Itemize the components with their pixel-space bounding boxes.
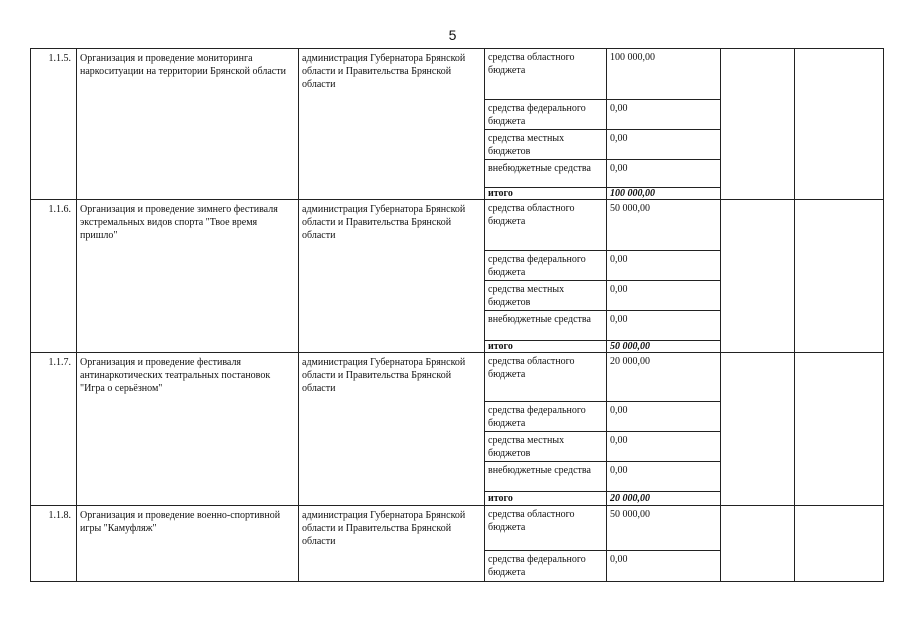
empty-cell — [720, 506, 794, 581]
amount-value: 100 000,00 — [610, 52, 655, 63]
source-label: средства областного бюджета — [488, 356, 575, 380]
table-row — [30, 49, 884, 199]
total-label: итого — [485, 491, 606, 505]
amount-value: 0,00 — [607, 99, 720, 129]
amount-value: 0,00 — [607, 431, 720, 461]
source-label: внебюджетные средства — [485, 461, 606, 491]
amount-value: 0,00 — [607, 550, 720, 581]
funding-source-column — [484, 200, 606, 352]
amount-value: 50 000,00 — [610, 203, 650, 214]
amount-value: 0,00 — [607, 461, 720, 491]
total-amount: 50 000,00 — [607, 340, 720, 352]
amount-value: 0,00 — [607, 159, 720, 187]
table-row — [30, 200, 884, 352]
activity-name: Организация и проведение зимнего фестиваля экстремальных видов спорта "Твое время пришло" — [76, 200, 298, 352]
source-label: средства федерального бюджета — [485, 401, 606, 431]
source-label: внебюджетные средства — [485, 310, 606, 340]
empty-cell — [720, 49, 794, 199]
row-number: 1.1.5. — [30, 49, 76, 199]
source-label: средства федерального бюджета — [485, 250, 606, 280]
source-label: внебюджетные средства — [485, 159, 606, 187]
amount-value: 0,00 — [607, 250, 720, 280]
source-label: средства федерального бюджета — [485, 550, 606, 581]
source-label: средства местных бюджетов — [485, 431, 606, 461]
executor: администрация Губернатора Брянской области и Правительства Брянской области — [298, 506, 484, 581]
executor: администрация Губернатора Брянской области и Правительства Брянской области — [298, 353, 484, 505]
amount-value: 0,00 — [607, 401, 720, 431]
empty-cell — [720, 353, 794, 505]
funding-source-column — [484, 353, 606, 505]
total-label: итого — [485, 187, 606, 199]
amount-column — [606, 506, 720, 581]
empty-cell — [794, 200, 884, 352]
source-label: средства федерального бюджета — [485, 99, 606, 129]
source-label: средства областного бюджета — [488, 52, 575, 76]
page-number: 5 — [448, 27, 457, 43]
total-amount: 100 000,00 — [607, 187, 720, 199]
row-number: 1.1.8. — [30, 506, 76, 581]
row-number: 1.1.6. — [30, 200, 76, 352]
empty-cell — [720, 200, 794, 352]
source-label: средства областного бюджета — [488, 509, 575, 533]
total-amount: 20 000,00 — [607, 491, 720, 505]
budget-table — [30, 48, 884, 582]
empty-cell — [794, 506, 884, 581]
amount-value: 0,00 — [607, 310, 720, 340]
amount-value: 20 000,00 — [610, 356, 650, 367]
activity-name: Организация и проведение фестиваля антинаркотических театральных постановок "Игра о серьёзном" — [76, 353, 298, 505]
activity-name: Организация и проведение военно-спортивной игры "Камуфляж" — [76, 506, 298, 581]
source-label: средства областного бюджета — [488, 203, 575, 227]
empty-cell — [794, 49, 884, 199]
amount-column — [606, 49, 720, 199]
amount-column — [606, 353, 720, 505]
executor: администрация Губернатора Брянской области и Правительства Брянской области — [298, 200, 484, 352]
amount-value: 0,00 — [607, 129, 720, 159]
amount-column — [606, 200, 720, 352]
funding-source-column — [484, 49, 606, 199]
source-label: средства местных бюджетов — [485, 129, 606, 159]
table-row — [30, 506, 884, 581]
funding-source-column — [484, 506, 606, 581]
amount-value: 0,00 — [607, 280, 720, 310]
activity-name: Организация и проведение мониторинга наркоситуации на территории Брянской области — [76, 49, 298, 199]
amount-value: 50 000,00 — [610, 509, 650, 520]
total-label: итого — [485, 340, 606, 352]
executor: администрация Губернатора Брянской области и Правительства Брянской области — [298, 49, 484, 199]
row-number: 1.1.7. — [30, 353, 76, 505]
table-row — [30, 353, 884, 505]
empty-cell — [794, 353, 884, 505]
source-label: средства местных бюджетов — [485, 280, 606, 310]
